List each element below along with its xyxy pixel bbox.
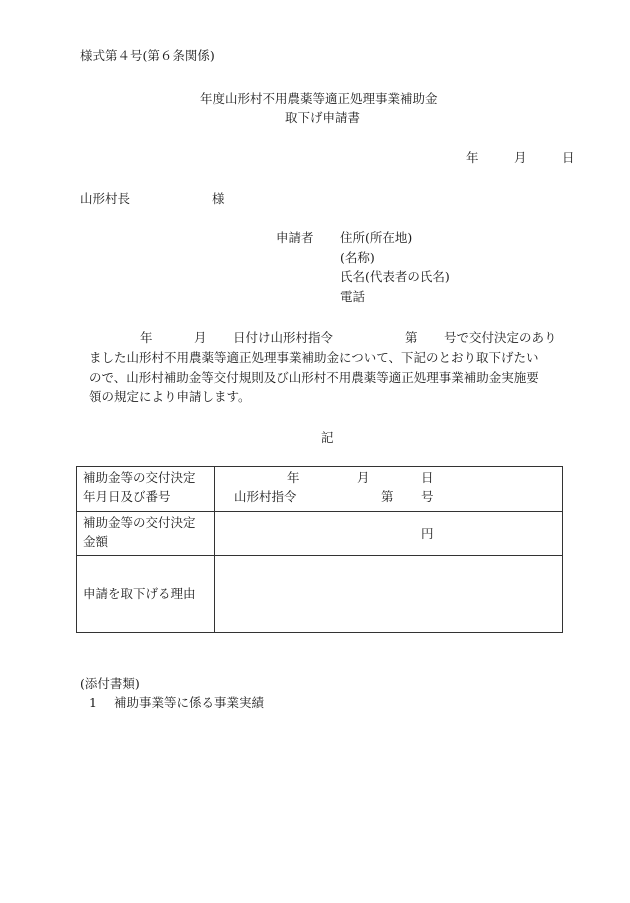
withdraw-reason-label: 申請を取下げる理由 <box>83 586 196 601</box>
addressee-name: 山形村長 <box>80 191 131 206</box>
title-line-2: 取下げ申請書 <box>285 110 361 125</box>
form-number: 様式第４号(第６条関係) <box>80 48 215 63</box>
decision-dai: 第 <box>381 489 394 504</box>
body-line1-rest: 号で交付決定のあり <box>444 330 557 345</box>
withdraw-reason-label-cell <box>77 556 215 633</box>
date-year-label: 年 <box>466 150 479 165</box>
decision-day: 日 <box>421 470 434 485</box>
ki-heading: 記 <box>321 430 334 445</box>
decision-date-label-1: 補助金等の交付決定 <box>83 470 196 485</box>
decision-year: 年 <box>287 470 300 485</box>
attachment-item-num: 1 <box>89 695 97 710</box>
applicant-phone: 電話 <box>340 289 366 304</box>
withdraw-reason-value-cell <box>215 556 563 633</box>
date-month-label: 月 <box>514 150 527 165</box>
decision-date-label-2: 年月日及び番号 <box>83 489 171 504</box>
decision-amount-label-cell <box>77 512 215 556</box>
date-day-label: 日 <box>562 150 575 165</box>
details-table <box>76 466 563 633</box>
applicant-person-name: 氏名(代表者の氏名) <box>340 269 450 284</box>
body-dai: 第 <box>405 330 418 345</box>
body-line-2: ました山形村不用農薬等適正処理事業補助金について、下記のとおり取下げたい <box>89 350 539 365</box>
body-day-shirei: 日付け山形村指令 <box>233 330 334 345</box>
table-row-decision-amount <box>77 512 563 556</box>
decision-month: 月 <box>357 470 370 485</box>
decision-amount-label-2: 金額 <box>83 534 109 549</box>
decision-date-label-cell <box>77 467 215 512</box>
applicant-address: 住所(所在地) <box>340 230 413 245</box>
decision-shirei: 山形村指令 <box>234 489 297 504</box>
body-month: 月 <box>194 330 207 345</box>
body-line-3: ので、山形村補助金等交付規則及び山形村不用農薬等適正処理事業補助金実施要 <box>89 370 539 385</box>
applicant-label: 申請者 <box>276 230 314 245</box>
addressee-honorific: 様 <box>212 191 225 206</box>
decision-amount-label-1: 補助金等の交付決定 <box>83 515 196 530</box>
decision-amount-yen: 円 <box>421 526 434 541</box>
decision-amount-value-cell <box>215 512 563 556</box>
decision-date-value-cell <box>215 467 563 512</box>
decision-go: 号 <box>421 489 434 504</box>
title-line-1: 年度山形村不用農薬等適正処理事業補助金 <box>200 91 438 106</box>
table-row-withdraw-reason <box>77 556 563 633</box>
table-row-decision-date <box>77 467 563 512</box>
attachments-heading: (添付書類) <box>80 676 140 691</box>
body-line-4: 領の規定により申請します。 <box>89 389 251 404</box>
body-year: 年 <box>140 330 153 345</box>
attachment-item-text: 補助事業等に係る事業実績 <box>114 695 265 710</box>
applicant-org-name: (名称) <box>340 250 375 265</box>
